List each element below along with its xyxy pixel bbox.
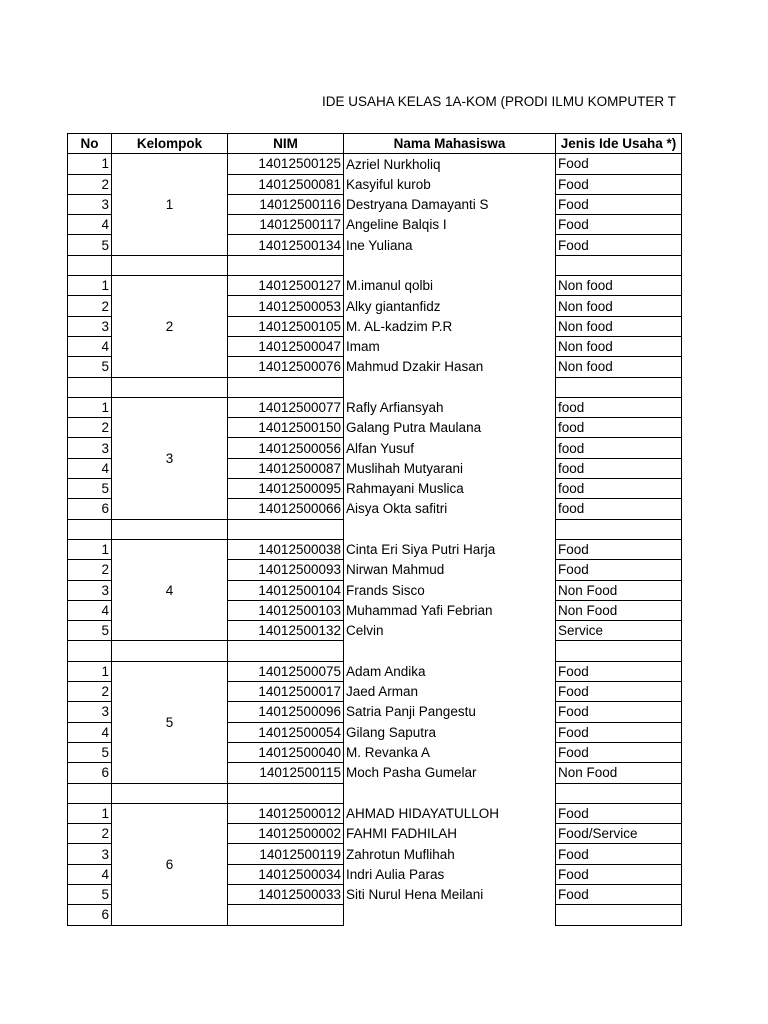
spacer-cell: [112, 641, 228, 661]
spacer-cell: [344, 255, 556, 275]
cell-jenis: Non Food: [556, 600, 682, 620]
cell-nim: 14012500012: [228, 803, 344, 823]
cell-no: 6: [68, 763, 112, 783]
cell-nim: 14012500125: [228, 154, 344, 174]
cell-nim: 14012500002: [228, 824, 344, 844]
spacer-cell: [344, 783, 556, 803]
cell-no: 5: [68, 479, 112, 499]
table-row: [68, 803, 682, 823]
cell-nama: Ine Yuliana: [344, 235, 556, 255]
cell-nama: Angeline Balqis I: [344, 215, 556, 235]
cell-kelompok: 6: [112, 803, 228, 925]
spacer-cell: [68, 519, 112, 539]
cell-nim: 14012500095: [228, 479, 344, 499]
cell-jenis: Food: [556, 154, 682, 174]
cell-no: 2: [68, 682, 112, 702]
cell-kelompok: 5: [112, 661, 228, 783]
cell-nama: M. Revanka A: [344, 742, 556, 762]
spacer-cell: [228, 641, 344, 661]
cell-nim: 14012500017: [228, 682, 344, 702]
cell-jenis: Non food: [556, 316, 682, 336]
cell-nama: Rahmayani Muslica: [344, 479, 556, 499]
cell-nim: [228, 905, 344, 925]
cell-nim: 14012500081: [228, 174, 344, 194]
cell-nama: Alfan Yusuf: [344, 438, 556, 458]
cell-jenis: food: [556, 418, 682, 438]
cell-nim: 14012500056: [228, 438, 344, 458]
cell-jenis: Non food: [556, 276, 682, 296]
cell-no: 4: [68, 600, 112, 620]
cell-nim: 14012500053: [228, 296, 344, 316]
cell-jenis: Non food: [556, 296, 682, 316]
cell-nama: Satria Panji Pangestu: [344, 702, 556, 722]
cell-jenis: Food: [556, 864, 682, 884]
cell-no: 5: [68, 235, 112, 255]
cell-jenis: food: [556, 499, 682, 519]
spacer-cell: [112, 377, 228, 397]
document-title: IDE USAHA KELAS 1A-KOM (PRODI ILMU KOMPUTER T: [322, 94, 676, 109]
header-nama: Nama Mahasiswa: [344, 134, 556, 154]
cell-no: 2: [68, 560, 112, 580]
table-row: [68, 539, 682, 559]
cell-no: 3: [68, 316, 112, 336]
spacer-cell: [228, 255, 344, 275]
cell-jenis: Food: [556, 661, 682, 681]
cell-nama: Galang Putra Maulana: [344, 418, 556, 438]
cell-no: 5: [68, 742, 112, 762]
cell-no: 6: [68, 905, 112, 925]
spacer-row: [68, 641, 682, 661]
cell-jenis: Non food: [556, 357, 682, 377]
spacer-cell: [344, 641, 556, 661]
table-body: [68, 154, 682, 925]
cell-no: 4: [68, 215, 112, 235]
cell-nim: 14012500105: [228, 316, 344, 336]
cell-nim: 14012500096: [228, 702, 344, 722]
cell-nama: Muslihah Mutyarani: [344, 458, 556, 478]
cell-nim: 14012500150: [228, 418, 344, 438]
cell-nama: Adam Andika: [344, 661, 556, 681]
cell-nama: M. AL-kadzim P.R: [344, 316, 556, 336]
spacer-cell: [556, 783, 682, 803]
cell-no: 3: [68, 844, 112, 864]
cell-nama: Cinta Eri Siya Putri Harja: [344, 539, 556, 559]
cell-jenis: Non Food: [556, 580, 682, 600]
header-no: No: [68, 134, 112, 154]
cell-nim: 14012500115: [228, 763, 344, 783]
cell-jenis: food: [556, 438, 682, 458]
cell-jenis: Food/Service: [556, 824, 682, 844]
spacer-cell: [228, 783, 344, 803]
cell-no: 1: [68, 397, 112, 417]
spacer-cell: [112, 783, 228, 803]
cell-nama: Rafly Arfiansyah: [344, 397, 556, 417]
header-row: [68, 134, 682, 154]
cell-nim: 14012500087: [228, 458, 344, 478]
cell-jenis: Food: [556, 560, 682, 580]
cell-nama: Imam: [344, 336, 556, 356]
cell-kelompok: 3: [112, 397, 228, 519]
cell-nim: 14012500077: [228, 397, 344, 417]
cell-nim: 14012500117: [228, 215, 344, 235]
spacer-row: [68, 783, 682, 803]
cell-kelompok: 1: [112, 154, 228, 255]
cell-nama: Moch Pasha Gumelar: [344, 763, 556, 783]
cell-no: 1: [68, 154, 112, 174]
cell-no: 3: [68, 438, 112, 458]
cell-jenis: Food: [556, 844, 682, 864]
cell-no: 1: [68, 661, 112, 681]
cell-nama: Destryana Damayanti S: [344, 194, 556, 214]
cell-nim: 14012500116: [228, 194, 344, 214]
cell-nim: 14012500127: [228, 276, 344, 296]
cell-nim: 14012500134: [228, 235, 344, 255]
cell-jenis: Food: [556, 722, 682, 742]
cell-nama: Zahrotun Muflihah: [344, 844, 556, 864]
cell-no: 4: [68, 336, 112, 356]
cell-no: 1: [68, 803, 112, 823]
cell-nama: FAHMI FADHILAH: [344, 824, 556, 844]
cell-no: 5: [68, 357, 112, 377]
table-row: [68, 154, 682, 174]
spacer-cell: [68, 377, 112, 397]
spacer-cell: [556, 519, 682, 539]
spacer-cell: [68, 641, 112, 661]
cell-no: 5: [68, 621, 112, 641]
cell-nim: 14012500040: [228, 742, 344, 762]
cell-nim: 14012500075: [228, 661, 344, 681]
cell-nama: AHMAD HIDAYATULLOH: [344, 803, 556, 823]
cell-kelompok: 2: [112, 276, 228, 377]
cell-jenis: Service: [556, 621, 682, 641]
cell-nim: 14012500054: [228, 722, 344, 742]
cell-jenis: [556, 905, 682, 925]
spacer-row: [68, 255, 682, 275]
cell-nama: Celvin: [344, 621, 556, 641]
cell-nama: Mahmud Dzakir Hasan: [344, 357, 556, 377]
student-table: [67, 133, 682, 926]
cell-jenis: Non food: [556, 336, 682, 356]
cell-nama: [344, 905, 556, 925]
spacer-cell: [228, 377, 344, 397]
table-row: [68, 397, 682, 417]
cell-nama: Gilang Saputra: [344, 722, 556, 742]
cell-no: 6: [68, 499, 112, 519]
cell-jenis: Food: [556, 194, 682, 214]
cell-nim: 14012500119: [228, 844, 344, 864]
cell-jenis: Food: [556, 803, 682, 823]
cell-nama: Frands Sisco: [344, 580, 556, 600]
cell-no: 4: [68, 864, 112, 884]
cell-jenis: Food: [556, 215, 682, 235]
cell-nama: Azriel Nurkholiq: [344, 154, 556, 174]
spacer-cell: [556, 641, 682, 661]
cell-nama: Nirwan Mahmud: [344, 560, 556, 580]
cell-no: 3: [68, 580, 112, 600]
cell-no: 1: [68, 539, 112, 559]
spacer-cell: [344, 519, 556, 539]
cell-nim: 14012500034: [228, 864, 344, 884]
cell-jenis: Food: [556, 174, 682, 194]
spacer-cell: [344, 377, 556, 397]
cell-nim: 14012500038: [228, 539, 344, 559]
cell-nim: 14012500033: [228, 884, 344, 904]
cell-jenis: food: [556, 479, 682, 499]
spacer-cell: [68, 783, 112, 803]
spacer-row: [68, 377, 682, 397]
cell-jenis: food: [556, 458, 682, 478]
cell-nama: Jaed Arman: [344, 682, 556, 702]
cell-no: 2: [68, 824, 112, 844]
spacer-row: [68, 519, 682, 539]
header-nim: NIM: [228, 134, 344, 154]
cell-jenis: Food: [556, 235, 682, 255]
cell-jenis: Food: [556, 742, 682, 762]
cell-no: 3: [68, 702, 112, 722]
cell-nama: Siti Nurul Hena Meilani: [344, 884, 556, 904]
spacer-cell: [68, 255, 112, 275]
cell-no: 2: [68, 174, 112, 194]
cell-nama: Aisya Okta safitri: [344, 499, 556, 519]
cell-nama: Indri Aulia Paras: [344, 864, 556, 884]
header-kelompok: Kelompok: [112, 134, 228, 154]
cell-no: 4: [68, 458, 112, 478]
cell-nim: 14012500093: [228, 560, 344, 580]
spacer-cell: [556, 255, 682, 275]
cell-nama: M.imanul qolbi: [344, 276, 556, 296]
cell-jenis: Food: [556, 702, 682, 722]
cell-no: 2: [68, 296, 112, 316]
cell-jenis: Food: [556, 539, 682, 559]
cell-no: 5: [68, 884, 112, 904]
cell-no: 4: [68, 722, 112, 742]
cell-nama: Alky giantanfidz: [344, 296, 556, 316]
cell-kelompok: 4: [112, 539, 228, 640]
cell-jenis: Non Food: [556, 763, 682, 783]
cell-nama: Kasyiful kurob: [344, 174, 556, 194]
cell-jenis: food: [556, 397, 682, 417]
cell-nim: 14012500103: [228, 600, 344, 620]
cell-jenis: Food: [556, 682, 682, 702]
table-row: [68, 661, 682, 681]
cell-no: 1: [68, 276, 112, 296]
header-jenis: Jenis Ide Usaha *): [556, 134, 682, 154]
cell-nim: 14012500104: [228, 580, 344, 600]
cell-jenis: Food: [556, 884, 682, 904]
cell-nim: 14012500066: [228, 499, 344, 519]
spacer-cell: [112, 255, 228, 275]
table-row: [68, 276, 682, 296]
cell-nim: 14012500132: [228, 621, 344, 641]
spacer-cell: [228, 519, 344, 539]
cell-no: 3: [68, 194, 112, 214]
spacer-cell: [112, 519, 228, 539]
cell-no: 2: [68, 418, 112, 438]
cell-nim: 14012500047: [228, 336, 344, 356]
cell-nim: 14012500076: [228, 357, 344, 377]
spacer-cell: [556, 377, 682, 397]
cell-nama: Muhammad Yafi Febrian: [344, 600, 556, 620]
